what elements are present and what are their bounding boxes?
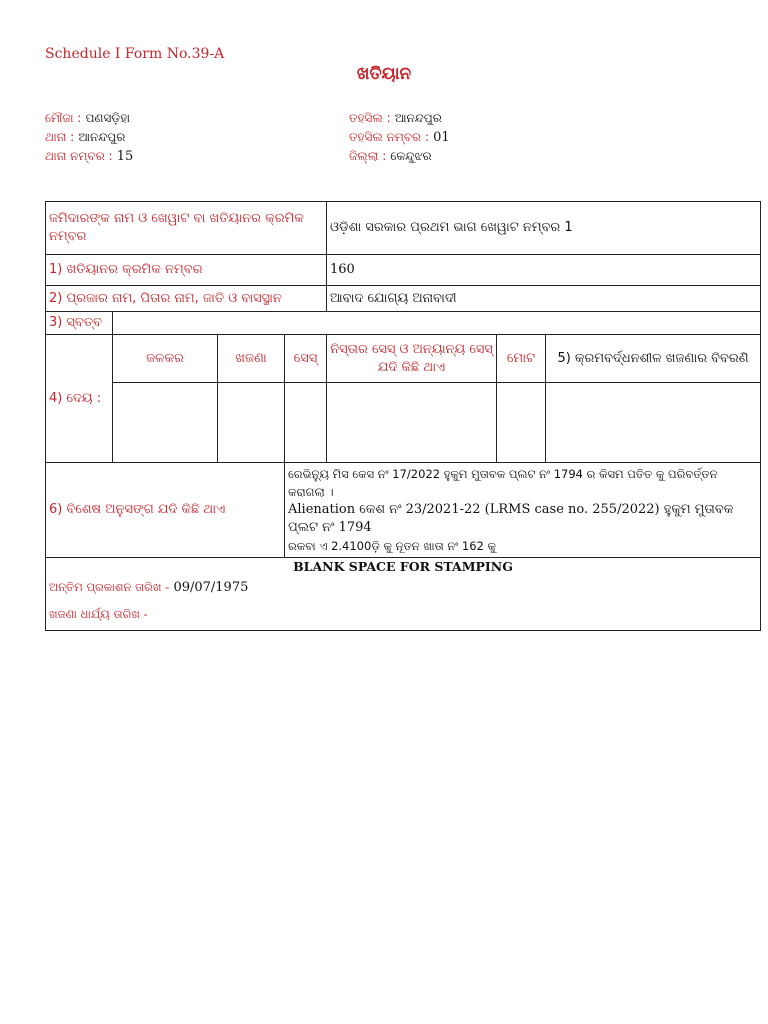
remark-line-1: ରେଭିନ୍ୟୁ ମିସ କେସ ନଂ 17/2022 ହୁକୁମ ମୁତାବକ ପ୍ଲଟ ନଂ 1794 ର କିସମ ପତିତ କୁ ପରିବର୍ତ୍ତନ କରାଗଲା । xyxy=(288,467,718,499)
final-publication-value: 09/07/1975 xyxy=(173,580,249,595)
final-publication-label: ଅନ୍ତିମ ପ୍ରକାଶନ ତାରିଖ - xyxy=(49,580,170,594)
col-jalakar: ଜଳକର xyxy=(113,335,218,383)
col-khajana: ଖଜଣା xyxy=(218,335,285,383)
district-line xyxy=(349,147,450,166)
khajana-date-label: ଖଜଣା ଧାର୍ଯ୍ୟ ତାରିଖ - xyxy=(49,607,148,621)
right-label: 3) ସ୍ବତ୍ବ xyxy=(46,312,113,335)
special-remarks-label: 6) ବିଶେଷ ଅନୁସଙ୍ଗ ଯଦି କିଛି ଥାଏ xyxy=(46,463,285,558)
stamping-area xyxy=(46,558,761,631)
tahasil-line xyxy=(349,109,450,128)
table-row xyxy=(46,335,761,383)
khatiyan-serial-label: 1) ଖତିୟାନର କ୍ରମିକ ନମ୍ବର xyxy=(46,255,327,286)
nistar-value xyxy=(327,383,497,463)
tahasil-number-value: 01 xyxy=(433,130,450,145)
form-number: Schedule I Form No.39-A xyxy=(45,46,225,62)
thana-value: ଆନନ୍ଦପୁର xyxy=(78,130,126,144)
tenant-value: ଆବାଦ ଯୋଗ୍ୟ ଅନାବାଦୀ xyxy=(327,286,761,312)
table-row xyxy=(46,383,761,463)
district-value: କେନ୍ଦୁଝର xyxy=(390,149,432,163)
thana-number-line xyxy=(45,147,133,166)
mot-value xyxy=(497,383,546,463)
dues-label: 4) ଦେୟ : xyxy=(46,335,113,463)
khatiyan-table xyxy=(45,201,761,631)
khajana-value xyxy=(218,383,285,463)
landlord-label: ଜମିଦାରଙ୍କ ନାମ ଓ ଖେୱାଟ ବା ଖତିୟାନର କ୍ରମିକ ନମ୍ବର xyxy=(46,202,327,255)
table-row xyxy=(46,286,761,312)
table-row xyxy=(46,255,761,286)
table-row xyxy=(46,202,761,255)
table-row xyxy=(46,312,761,335)
page-title: ଖତିୟାନ xyxy=(356,64,412,84)
mouja-value: ପଣସଡ଼ିହା xyxy=(85,111,130,125)
right-value xyxy=(113,312,761,335)
table-row xyxy=(46,558,761,631)
special-remarks-value xyxy=(285,463,761,558)
progressive-rent-value xyxy=(546,383,761,463)
khajana-date-line xyxy=(49,605,757,624)
col-ses: ସେସ୍ xyxy=(285,335,327,383)
tahasil-number-label: ତହସିଲ ନମ୍ବର : xyxy=(349,130,430,144)
table-row xyxy=(46,463,761,558)
stamping-title: BLANK SPACE FOR STAMPING xyxy=(293,559,513,574)
thana-line xyxy=(45,128,133,147)
remark-line-2: Alienation କେଶ ନଂ 23/2021-22 (LRMS case no. 255/2022) ହୁକୁମ ମୁତାବକ ପ୍ଲଟ ନଂ 1794 xyxy=(288,502,734,535)
col-nistar-ses: ନିସ୍ତାର ସେସ୍ ଓ ଅନ୍ୟାନ୍ୟ ସେସ୍ ଯଦି କିଛି ଥାଏ xyxy=(327,335,497,383)
header-right xyxy=(349,109,450,166)
jalakar-value xyxy=(113,383,218,463)
tahasil-value: ଆନନ୍ଦପୁର xyxy=(394,111,442,125)
thana-number-value: 15 xyxy=(116,149,134,164)
thana-number-label: ଥାନା ନମ୍ବର : xyxy=(45,149,113,163)
col-mot: ମୋଟ xyxy=(497,335,546,383)
tahasil-number-line xyxy=(349,128,450,147)
district-label: ଜିଲ୍ଲା : xyxy=(349,149,387,163)
tenant-label: 2) ପ୍ରଜାର ନାମ, ପିତାର ନାମ, ଜାତି ଓ ବାସସ୍ଥାନ xyxy=(46,286,327,312)
mouja-line xyxy=(45,109,133,128)
thana-label: ଥାନା : xyxy=(45,130,75,144)
col-progressive-rent: 5) କ୍ରମବର୍ଦ୍ଧନଶୀଳ ଖଜଣାର ବିବରଣି xyxy=(546,335,761,383)
mouja-label: ମୌଜା : xyxy=(45,111,82,125)
remark-line-3: ରକବା ଏ 2.4100ଡ଼ି କୁ ନୂତନ ଖାତା ନଂ 162 କୁ xyxy=(288,539,497,553)
tahasil-label: ତହସିଲ : xyxy=(349,111,391,125)
final-publication-line xyxy=(49,578,757,597)
landlord-value: ଓଡ଼ିଶା ସରକାର ପ୍ରଥମ ଭାଗ ଖେୱାଟ ନମ୍ବର 1 xyxy=(327,202,761,255)
khatiyan-serial-value: 160 xyxy=(327,255,761,286)
ses-value xyxy=(285,383,327,463)
header-left xyxy=(45,109,133,166)
